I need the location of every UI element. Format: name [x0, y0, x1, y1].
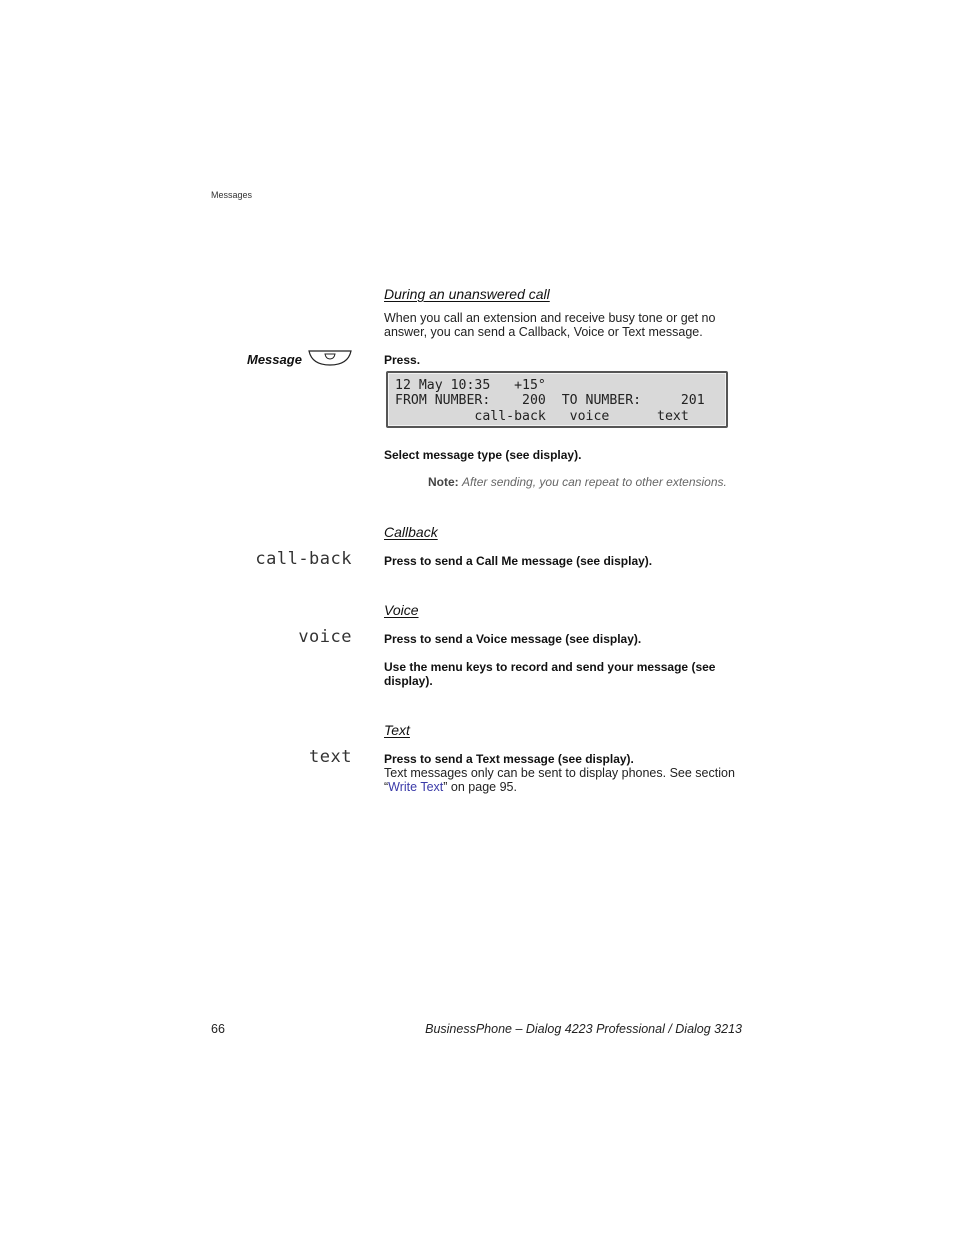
- text-key-label[interactable]: text: [309, 747, 352, 767]
- note-label: Note:: [428, 475, 459, 489]
- heading-callback: Callback: [384, 524, 438, 540]
- note-text: After sending, you can repeat to other extensions.: [462, 475, 727, 489]
- display-line-1: 12 May 10:35 +15°: [395, 378, 546, 393]
- voice-record-instruction: Use the menu keys to record and send your message (see display).: [384, 660, 716, 688]
- page-number: 66: [211, 1022, 225, 1036]
- intro-paragraph: When you call an extension and receive busy tone or get no answer, you can send a Callback, Voice or Text message.: [384, 311, 716, 339]
- message-key-icon[interactable]: [308, 349, 352, 367]
- phone-display: [386, 371, 728, 428]
- callback-instruction: Press to send a Call Me message (see display).: [384, 554, 653, 568]
- heading-text: Text: [384, 722, 410, 738]
- press-instruction: Press.: [384, 353, 421, 367]
- text-instruction: Press to send a Text message (see display).: [384, 752, 634, 766]
- heading-unanswered-call: During an unanswered call: [384, 286, 550, 302]
- select-instruction: Select message type (see display).: [384, 448, 582, 462]
- text-body: [384, 766, 744, 794]
- voice-instruction: Press to send a Voice message (see display).: [384, 632, 642, 646]
- display-line-2: FROM NUMBER: 200 TO NUMBER: 201: [395, 393, 705, 408]
- heading-voice: Voice: [384, 602, 419, 618]
- write-text-link[interactable]: Write Text: [388, 780, 444, 794]
- display-line-3: call-back voice text: [395, 409, 689, 424]
- voice-key-label[interactable]: voice: [298, 627, 352, 647]
- footer-title: BusinessPhone – Dialog 4223 Professional / Dialog 3213: [425, 1022, 742, 1036]
- message-key-label: Message: [247, 352, 302, 367]
- running-head: Messages: [211, 190, 253, 200]
- call-back-key-label[interactable]: call-back: [255, 549, 352, 569]
- text-body-prefix: Text messages only can be sent to display phones. See section “: [384, 766, 735, 794]
- note: [428, 475, 727, 489]
- text-body-suffix: ” on page 95.: [443, 780, 517, 794]
